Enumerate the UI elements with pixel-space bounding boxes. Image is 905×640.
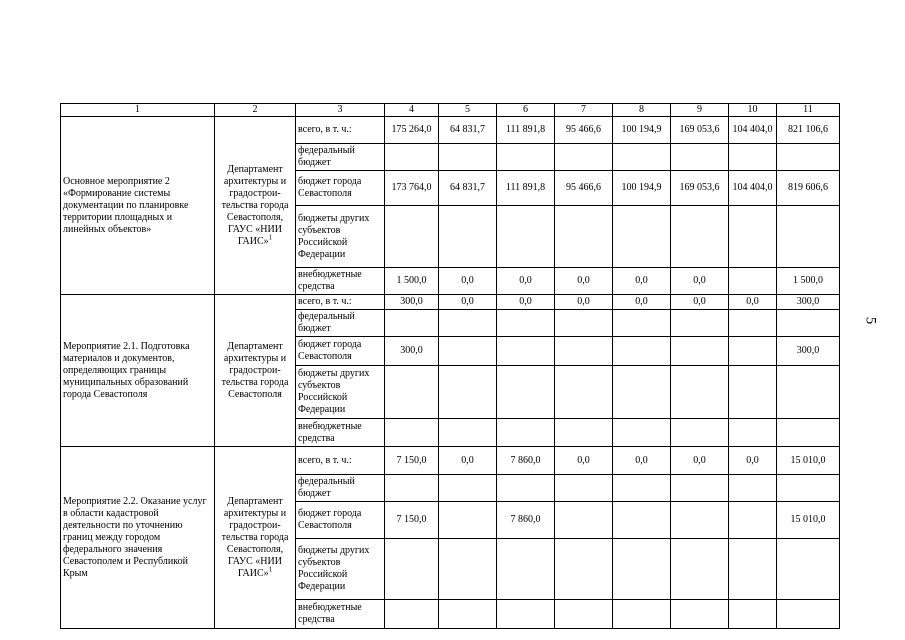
amount-cell: [497, 310, 555, 337]
amount-cell: [385, 144, 439, 171]
amount-cell: 819 606,6: [777, 171, 840, 206]
amount-cell: 95 466,6: [555, 117, 613, 144]
amount-cell: 64 831,7: [439, 117, 497, 144]
amount-cell: [671, 144, 729, 171]
amount-cell: [613, 144, 671, 171]
header-cell: 4: [385, 104, 439, 117]
amount-cell: 7 860,0: [497, 502, 555, 539]
footnote-marker: 1: [268, 233, 273, 242]
amount-cell: [555, 502, 613, 539]
amount-cell: [729, 502, 777, 539]
department-cell: [215, 117, 296, 295]
amount-cell: [439, 419, 497, 447]
header-cell: 7: [555, 104, 613, 117]
amount-cell: 300,0: [777, 295, 840, 310]
amount-cell: [671, 206, 729, 268]
department-text: Департамент архитектуры и градострои-тельства города Севастополя: [221, 340, 289, 400]
amount-cell: [497, 600, 555, 629]
amount-cell: [729, 268, 777, 295]
amount-cell: [729, 337, 777, 366]
funding-source-cell: федеральный бюджет: [296, 475, 385, 502]
amount-cell: [555, 206, 613, 268]
amount-cell: [613, 366, 671, 419]
amount-cell: [613, 600, 671, 629]
amount-cell: 0,0: [671, 295, 729, 310]
amount-cell: [777, 419, 840, 447]
page-number: 5: [862, 316, 879, 325]
amount-cell: [555, 475, 613, 502]
amount-cell: [729, 475, 777, 502]
amount-cell: [777, 366, 840, 419]
header-cell: 10: [729, 104, 777, 117]
amount-cell: 0,0: [439, 447, 497, 475]
amount-cell: [613, 539, 671, 600]
department-text: Департамент архитектуры и градострои-тельства города Севастополя, ГАУС «НИИ ГАИС»: [221, 163, 289, 247]
amount-cell: [671, 337, 729, 366]
amount-cell: [777, 539, 840, 600]
amount-cell: 169 053,6: [671, 171, 729, 206]
amount-cell: 95 466,6: [555, 171, 613, 206]
amount-cell: [671, 419, 729, 447]
table-body: [61, 104, 840, 629]
amount-cell: [385, 539, 439, 600]
amount-cell: [613, 337, 671, 366]
header-cell: 9: [671, 104, 729, 117]
amount-cell: 7 150,0: [385, 447, 439, 475]
funding-source-cell: федеральный бюджет: [296, 144, 385, 171]
amount-cell: [729, 144, 777, 171]
amount-cell: [497, 144, 555, 171]
amount-cell: [777, 475, 840, 502]
department-text: Департамент архитектуры и градострои-тельства города Севастополя, ГАУС «НИИ ГАИС»: [221, 495, 289, 579]
table-row: [61, 117, 840, 144]
amount-cell: 0,0: [671, 447, 729, 475]
amount-cell: [555, 366, 613, 419]
header-cell: 2: [215, 104, 296, 117]
amount-cell: [555, 144, 613, 171]
amount-cell: [671, 502, 729, 539]
amount-cell: [777, 310, 840, 337]
amount-cell: [497, 337, 555, 366]
amount-cell: 300,0: [777, 337, 840, 366]
amount-cell: 0,0: [497, 295, 555, 310]
amount-cell: [385, 475, 439, 502]
amount-cell: [729, 539, 777, 600]
amount-cell: [385, 310, 439, 337]
amount-cell: 0,0: [613, 295, 671, 310]
header-cell: 6: [497, 104, 555, 117]
amount-cell: [613, 502, 671, 539]
amount-cell: [385, 206, 439, 268]
amount-cell: 0,0: [439, 268, 497, 295]
funding-source-cell: бюджет города Севастополя: [296, 171, 385, 206]
amount-cell: [671, 475, 729, 502]
header-row: [61, 104, 840, 117]
amount-cell: 300,0: [385, 295, 439, 310]
funding-source-cell: федеральный бюджет: [296, 310, 385, 337]
amount-cell: [439, 144, 497, 171]
amount-cell: [385, 600, 439, 629]
funding-source-cell: всего, в т. ч.:: [296, 447, 385, 475]
amount-cell: [613, 206, 671, 268]
amount-cell: [777, 144, 840, 171]
amount-cell: 169 053,6: [671, 117, 729, 144]
funding-source-cell: бюджеты других субъектов Российской Федерации: [296, 366, 385, 419]
department-cell: [215, 447, 296, 629]
amount-cell: 100 194,9: [613, 171, 671, 206]
measure-name-cell: Мероприятие 2.2. Оказание услуг в области кадастровой деятельности по уточнению границ между городом федерального значения Севастополем и Республикой Крым: [61, 447, 215, 629]
amount-cell: 111 891,8: [497, 171, 555, 206]
amount-cell: 100 194,9: [613, 117, 671, 144]
amount-cell: [671, 600, 729, 629]
amount-cell: [555, 419, 613, 447]
amount-cell: [555, 310, 613, 337]
amount-cell: [385, 419, 439, 447]
amount-cell: 15 010,0: [777, 502, 840, 539]
amount-cell: [497, 419, 555, 447]
amount-cell: [439, 502, 497, 539]
amount-cell: 173 764,0: [385, 171, 439, 206]
amount-cell: [671, 310, 729, 337]
amount-cell: [439, 600, 497, 629]
amount-cell: 1 500,0: [777, 268, 840, 295]
amount-cell: [555, 600, 613, 629]
funding-source-cell: бюджет города Севастополя: [296, 337, 385, 366]
header-cell: 1: [61, 104, 215, 117]
amount-cell: 64 831,7: [439, 171, 497, 206]
amount-cell: 1 500,0: [385, 268, 439, 295]
table-row: [61, 295, 840, 310]
amount-cell: [729, 310, 777, 337]
amount-cell: [555, 539, 613, 600]
amount-cell: 0,0: [555, 268, 613, 295]
amount-cell: [385, 366, 439, 419]
amount-cell: 7 150,0: [385, 502, 439, 539]
amount-cell: 0,0: [613, 447, 671, 475]
amount-cell: [613, 419, 671, 447]
amount-cell: 0,0: [555, 295, 613, 310]
amount-cell: 104 404,0: [729, 117, 777, 144]
amount-cell: [729, 600, 777, 629]
amount-cell: [439, 310, 497, 337]
amount-cell: [777, 206, 840, 268]
funding-table: [60, 103, 840, 629]
amount-cell: [729, 366, 777, 419]
amount-cell: [613, 475, 671, 502]
amount-cell: 15 010,0: [777, 447, 840, 475]
amount-cell: [777, 600, 840, 629]
funding-source-cell: внебюджетные средства: [296, 268, 385, 295]
amount-cell: [439, 475, 497, 502]
amount-cell: 300,0: [385, 337, 439, 366]
table-row: [61, 447, 840, 475]
department-cell: [215, 295, 296, 447]
amount-cell: [439, 539, 497, 600]
amount-cell: 104 404,0: [729, 171, 777, 206]
amount-cell: [497, 206, 555, 268]
measure-name-cell: Основное мероприятие 2 «Формирование системы документации по планировке территории площадных и линейных объектов»: [61, 117, 215, 295]
measure-name-cell: Мероприятие 2.1. Подготовка материалов и документов, определяющих границы муниципальных образований города Севастополя: [61, 295, 215, 447]
header-cell: 3: [296, 104, 385, 117]
funding-source-cell: бюджеты других субъектов Российской Федерации: [296, 539, 385, 600]
amount-cell: [729, 419, 777, 447]
funding-source-cell: бюджеты других субъектов Российской Федерации: [296, 206, 385, 268]
amount-cell: 0,0: [671, 268, 729, 295]
header-cell: 11: [777, 104, 840, 117]
header-cell: 5: [439, 104, 497, 117]
amount-cell: [497, 475, 555, 502]
amount-cell: [439, 337, 497, 366]
amount-cell: 175 264,0: [385, 117, 439, 144]
amount-cell: [671, 366, 729, 419]
amount-cell: 0,0: [555, 447, 613, 475]
amount-cell: [729, 206, 777, 268]
amount-cell: [555, 337, 613, 366]
amount-cell: 0,0: [729, 295, 777, 310]
amount-cell: [497, 366, 555, 419]
amount-cell: 7 860,0: [497, 447, 555, 475]
amount-cell: [439, 206, 497, 268]
amount-cell: 111 891,8: [497, 117, 555, 144]
amount-cell: [497, 539, 555, 600]
header-cell: 8: [613, 104, 671, 117]
funding-source-cell: всего, в т. ч.:: [296, 117, 385, 144]
amount-cell: 0,0: [497, 268, 555, 295]
amount-cell: [613, 310, 671, 337]
amount-cell: 821 106,6: [777, 117, 840, 144]
amount-cell: 0,0: [729, 447, 777, 475]
funding-source-cell: всего, в т. ч.:: [296, 295, 385, 310]
amount-cell: [439, 366, 497, 419]
funding-source-cell: бюджет города Севастополя: [296, 502, 385, 539]
funding-source-cell: внебюджетные средства: [296, 419, 385, 447]
amount-cell: 0,0: [613, 268, 671, 295]
amount-cell: 0,0: [439, 295, 497, 310]
footnote-marker: 1: [268, 565, 273, 574]
funding-source-cell: внебюджетные средства: [296, 600, 385, 629]
amount-cell: [671, 539, 729, 600]
